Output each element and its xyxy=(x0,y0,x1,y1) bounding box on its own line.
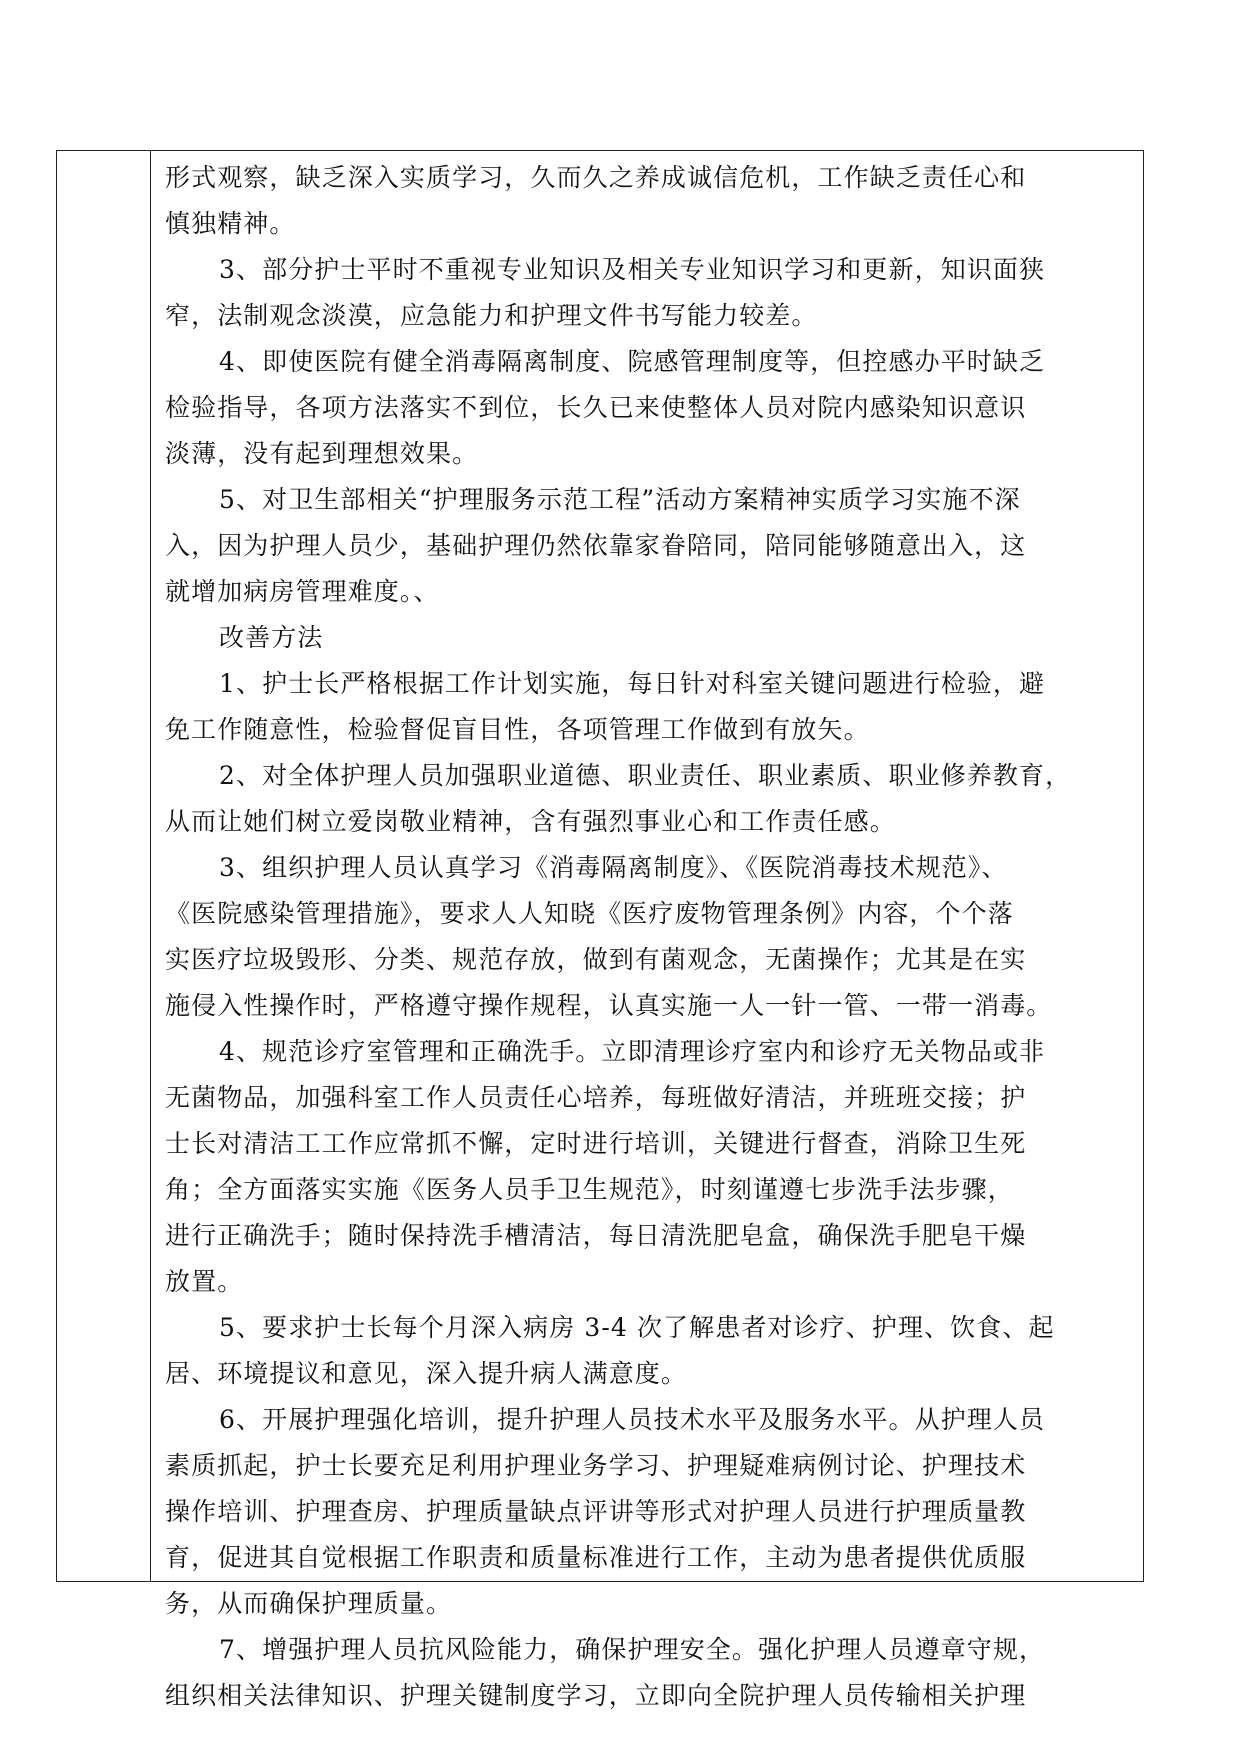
text-line: 6、开展护理强化培训，提升护理人员技术水平及服务水平。从护理人员 xyxy=(219,1405,1046,1434)
text-line: 4、规范诊疗室管理和正确洗手。立即清理诊疗室内和诊疗无关物品或非 xyxy=(219,1037,1046,1066)
text-line: 放置。 xyxy=(165,1267,244,1296)
text-line: 检验指导，各项方法落实不到位，长久已来使整体人员对院内感染知识意识 xyxy=(165,393,1027,422)
text-line: 居、环境提议和意见，深入提升病人满意度。 xyxy=(165,1359,688,1388)
text-line: 慎独精神。 xyxy=(165,209,296,238)
text-line: 实医疗垃圾毁形、分类、规范存放，做到有菌观念，无菌操作；尤其是在实 xyxy=(165,945,1027,974)
table-content-cell xyxy=(153,151,1143,1710)
text-line: 5、要求护士长每个月深入病房 3-4 次了解患者对诊疗、护理、饮食、起 xyxy=(219,1313,1055,1342)
text-line: 就增加病房管理难度。、 xyxy=(165,577,440,606)
text-line: 2、对全体护理人员加强职业道德、职业责任、职业素质、职业修养教育， xyxy=(219,761,1072,790)
text-line: 从而让她们树立爱岗敬业精神，含有强烈事业心和工作责任感。 xyxy=(165,807,896,836)
text-line: 角；全方面落实实施《医务人员手卫生规范》，时刻谨遵七步洗手法步骤， xyxy=(165,1175,1014,1204)
text-line: 务，从而确保护理质量。 xyxy=(165,1589,453,1618)
text-line: 淡薄，没有起到理想效果。 xyxy=(165,439,479,468)
text-line: 形式观察，缺乏深入实质学习，久而久之养成诚信危机，工作缺乏责任心和 xyxy=(165,163,1027,192)
text-line: 无菌物品，加强科室工作人员责任心培养，每班做好清洁，并班班交接；护 xyxy=(165,1083,1027,1112)
text-line: 士长对清洁工工作应常抓不懈，定时进行培训，关键进行督查，消除卫生死 xyxy=(165,1129,1027,1158)
text-line: 窄，法制观念淡漠，应急能力和护理文件书写能力较差。 xyxy=(165,301,818,330)
table-left-cell xyxy=(57,151,151,1581)
text-line: 《医院感染管理措施》，要求人人知晓《医疗废物管理条例》内容，个个落 xyxy=(165,899,1014,928)
document-table xyxy=(56,150,1144,1710)
text-line: 7、增强护理人员抗风险能力，确保护理安全。强化护理人员遵章守规， xyxy=(219,1635,1046,1664)
text-line: 素质抓起，护士长要充足利用护理业务学习、护理疑难病例讨论、护理技术 xyxy=(165,1451,1027,1480)
text-line: 育，促进其自觉根据工作职责和质量标准进行工作，主动为患者提供优质服 xyxy=(165,1543,1027,1572)
text-line: 免工作随意性，检验督促盲目性，各项管理工作做到有放矢。 xyxy=(165,715,870,744)
text-line: 操作培训、护理查房、护理质量缺点评讲等形式对护理人员进行护理质量教 xyxy=(165,1497,1027,1526)
text-line: 5、对卫生部相关“护理服务示范工程”活动方案精神实质学习实施不深 xyxy=(219,485,1021,514)
text-line: 进行正确洗手；随时保持洗手槽清洁，每日清洗肥皂盒，确保洗手肥皂干燥 xyxy=(165,1221,1027,1250)
text-line: 1、护士长严格根据工作计划实施，每日针对科室关键问题进行检验，避 xyxy=(219,669,1046,698)
text-line: 3、部分护士平时不重视专业知识及相关专业知识学习和更新，知识面狭 xyxy=(219,255,1046,284)
text-line: 改善方法 xyxy=(219,623,324,652)
text-line: 组织相关法律知识、护理关键制度学习，立即向全院护理人员传输相关护理 xyxy=(165,1681,1027,1710)
text-line: 3、组织护理人员认真学习《消毒隔离制度》、《医院消毒技术规范》、 xyxy=(219,853,1008,882)
text-line: 入，因为护理人员少，基础护理仍然依靠家眷陪同，陪同能够随意出入，这 xyxy=(165,531,1027,560)
text-line: 4、即使医院有健全消毒隔离制度、院感管理制度等，但控感办平时缺乏 xyxy=(219,347,1046,376)
text-line: 施侵入性操作时，严格遵守操作规程，认真实施一人一针一管、一带一消毒。 xyxy=(165,991,1053,1020)
